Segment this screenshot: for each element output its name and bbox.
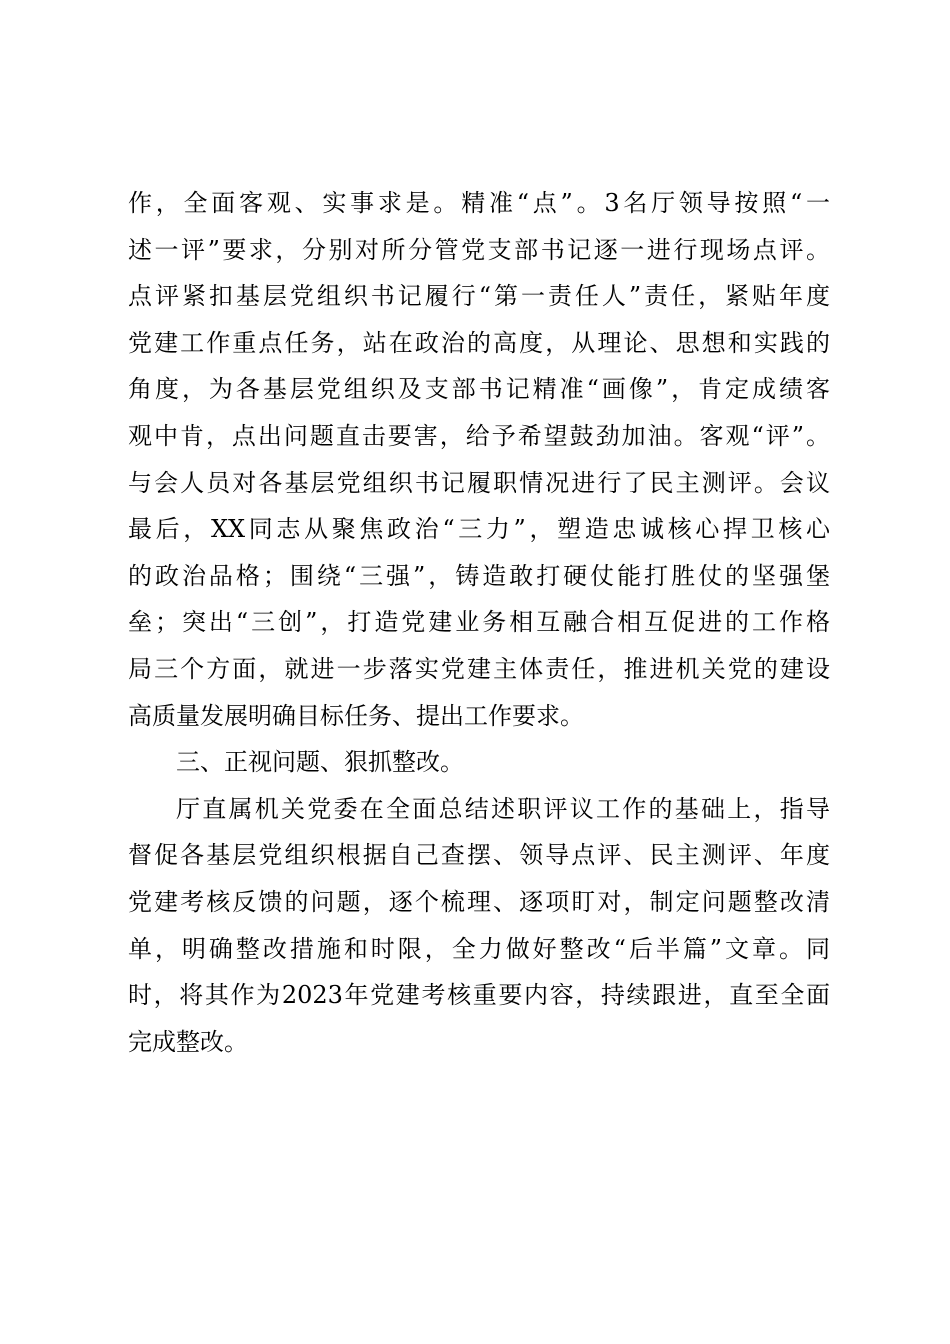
- paragraph-line: 单，明确整改措施和时限，全力做好整改“后半篇”文章。同: [128, 934, 830, 963]
- paragraph-line: 党建工作重点任务，站在政治的高度，从理论、思想和实践的: [128, 328, 830, 357]
- section-heading: 三、正视问题、狠抓整改。: [176, 748, 464, 777]
- paragraph-line: 厅直属机关党委在全面总结述职评议工作的基础上，指导: [176, 794, 830, 823]
- paragraph-line: 作，全面客观、实事求是。精准“点”。3名厅领导按照“一: [128, 189, 830, 217]
- paragraph-line: 高质量发展明确目标任务、提出工作要求。: [128, 701, 584, 730]
- paragraph-line: 时，将其作为2023年党建考核重要内容，持续跟进，直至全面: [128, 981, 830, 1010]
- paragraph-line: 完成整改。: [128, 1027, 248, 1056]
- document-body: [128, 180, 830, 1065]
- paragraph-line: 的政治品格；围绕“三强”，铸造敢打硬仗能打胜仗的坚强堡: [128, 561, 830, 590]
- paragraph-line: 垒；突出“三创”，打造党建业务相互融合相互促进的工作格: [128, 608, 830, 637]
- paragraph-line: 督促各基层党组织根据自己查摆、领导点评、民主测评、年度: [128, 841, 830, 870]
- paragraph-line: 点评紧扣基层党组织书记履行“第一责任人”责任，紧贴年度: [128, 282, 830, 311]
- paragraph-line: 局三个方面，就进一步落实党建主体责任，推进机关党的建设: [128, 654, 830, 683]
- paragraph-line: 与会人员对各基层党组织书记履职情况进行了民主测评。会议: [128, 468, 830, 497]
- paragraph-line: 最后，XX同志从聚焦政治“三力”，塑造忠诚核心捍卫核心: [128, 515, 830, 544]
- paragraph-line: 观中肯，点出问题直击要害，给予希望鼓劲加油。客观“评”。: [128, 421, 830, 450]
- paragraph-line: 述一评”要求，分别对所分管党支部书记逐一进行现场点评。: [128, 235, 830, 264]
- paragraph-line: 角度，为各基层党组织及支部书记精准“画像”，肯定成绩客: [128, 375, 830, 404]
- paragraph-line: 党建考核反馈的问题，逐个梳理、逐项盯对，制定问题整改清: [128, 887, 830, 916]
